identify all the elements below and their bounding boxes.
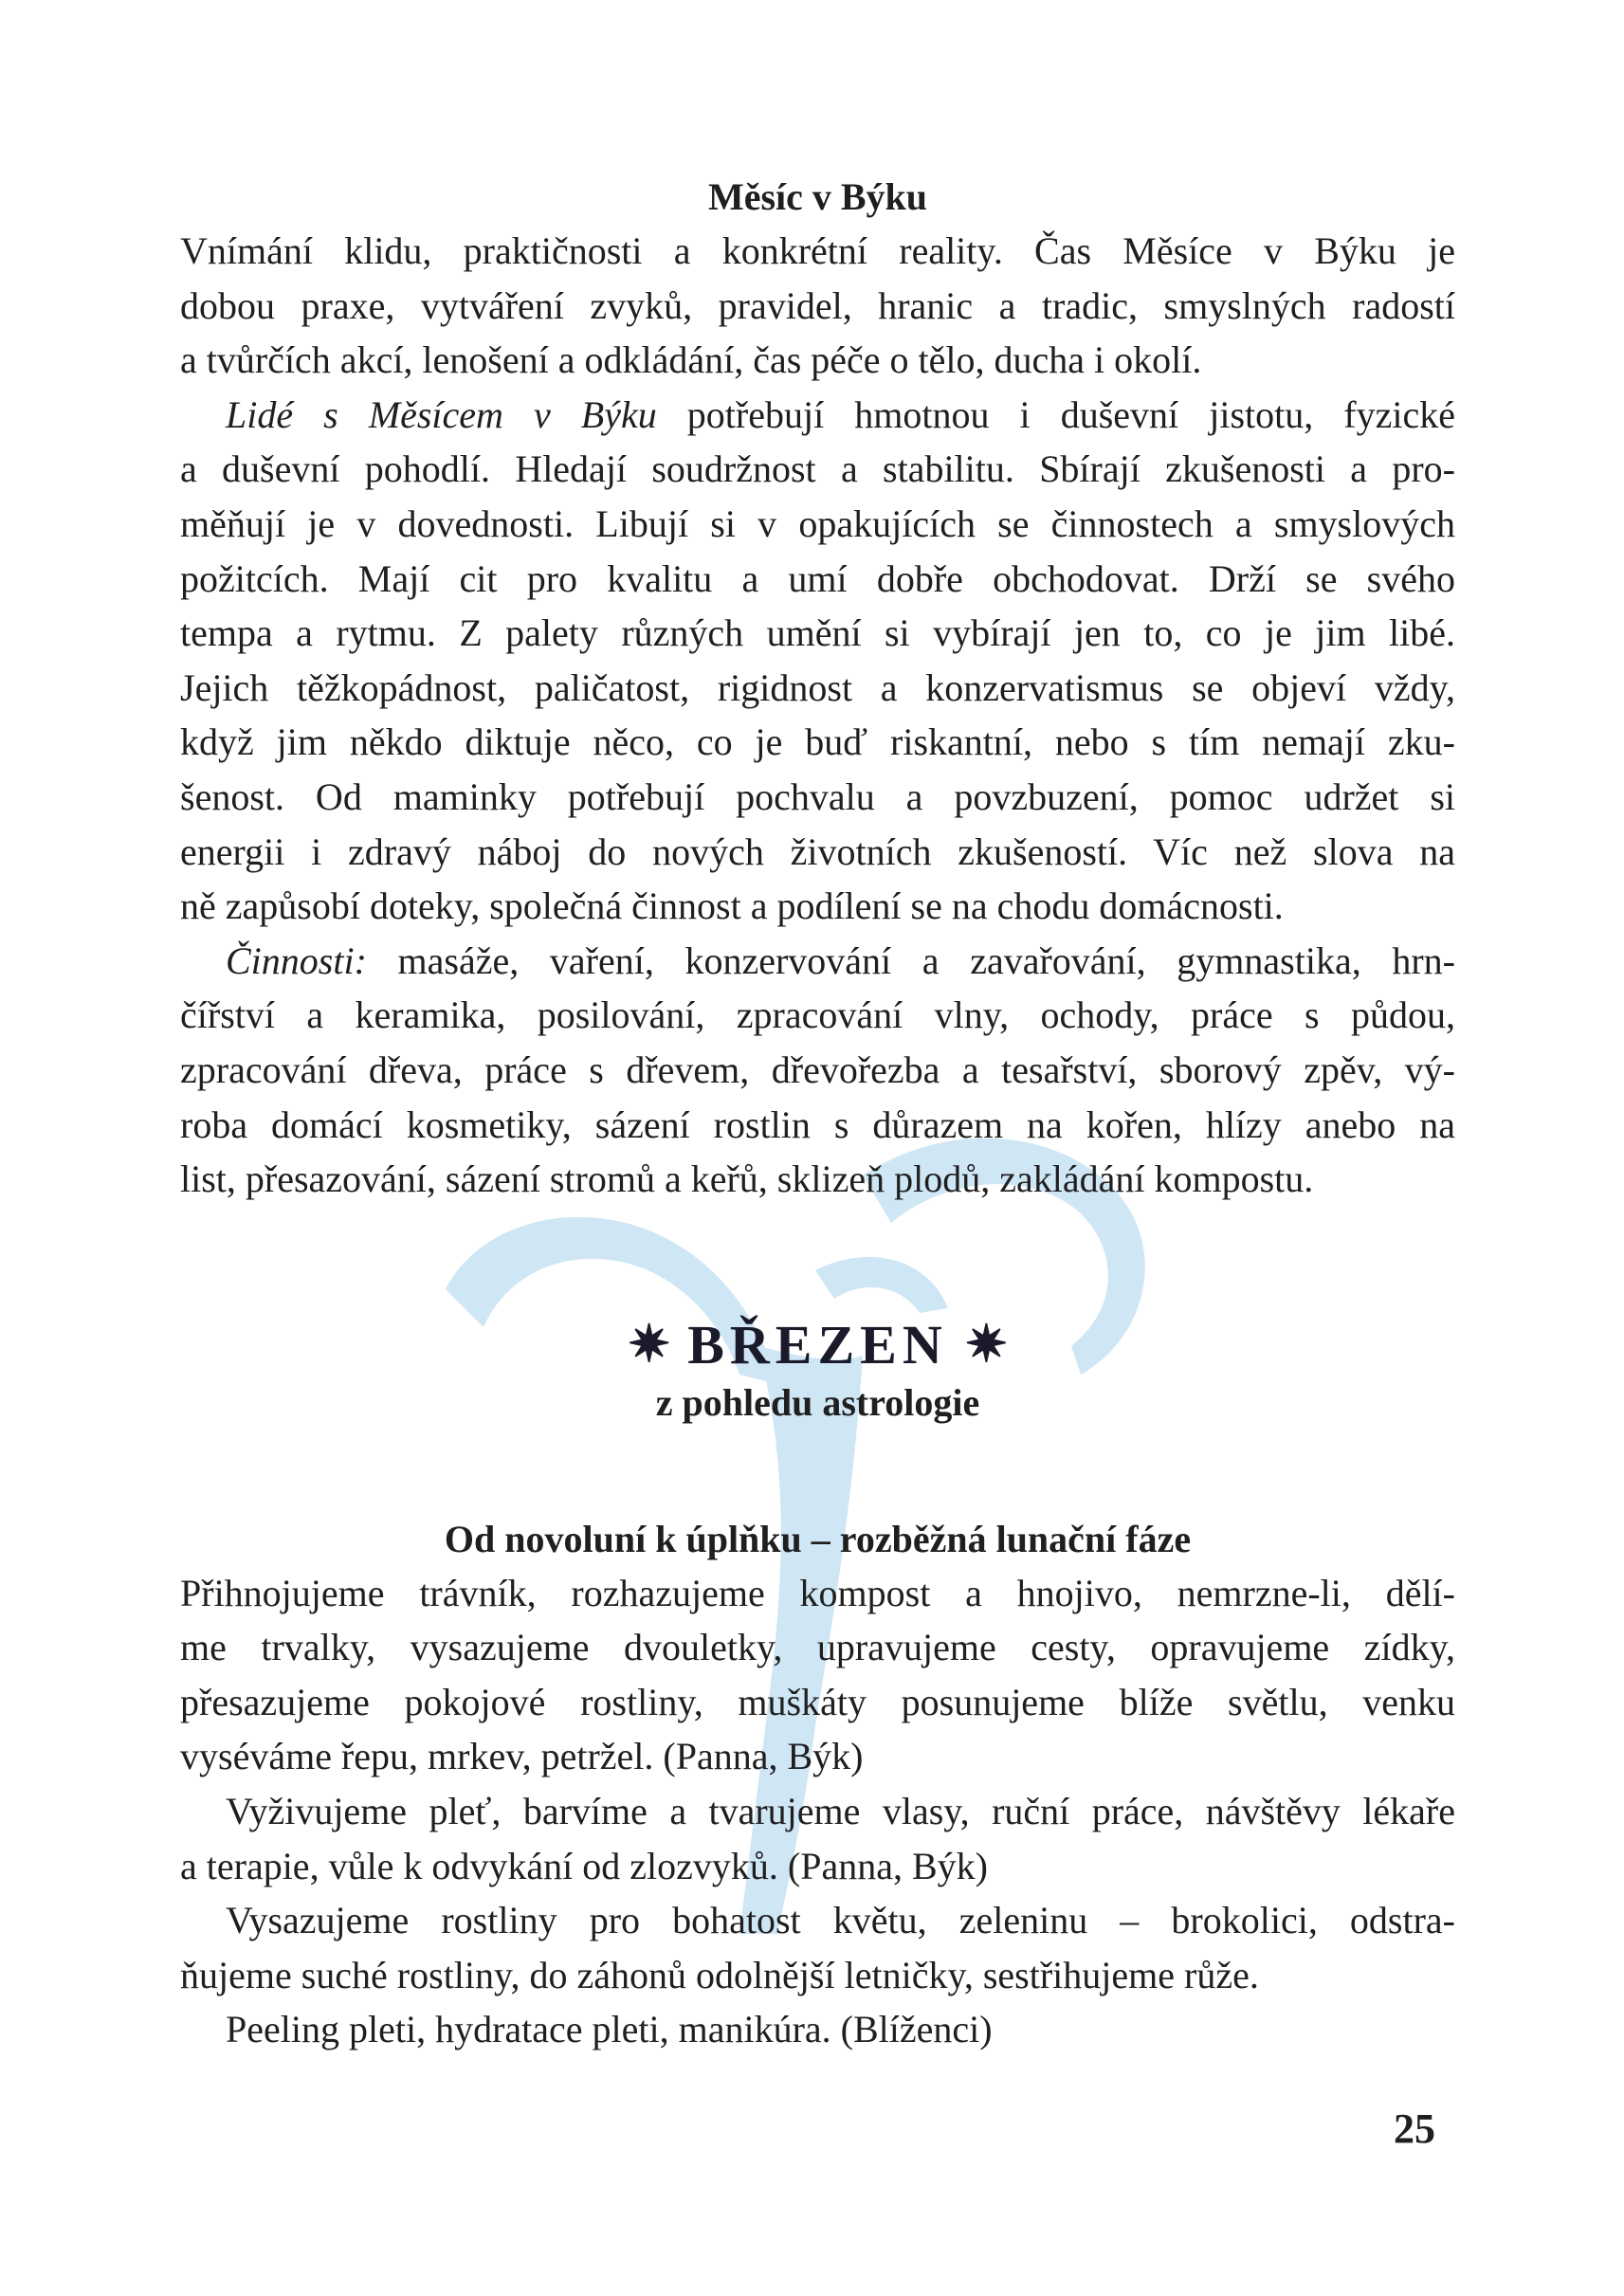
text-line: měňují je v dovednosti. Libují si v opakujících se činnostech a smyslových xyxy=(180,501,1455,545)
text-line xyxy=(180,934,1455,989)
page-content xyxy=(180,171,1455,2057)
star-left-icon: ✷ xyxy=(627,1315,671,1373)
intro-paragraph xyxy=(180,224,1455,388)
lunar-paragraph-3 xyxy=(180,1893,1455,2002)
text-line: Vyživujeme pleť, barvíme a tvarujeme vlasy, ruční práce, návštěvy lékaře xyxy=(226,1790,1455,1833)
chapter-subtitle: z pohledu astrologie xyxy=(655,1380,980,1424)
section-title-lunar-phase: Od novoluní k úplňku – rozběžná lunační fáze xyxy=(444,1517,1192,1560)
people-paragraph xyxy=(180,388,1455,934)
star-right-icon: ✷ xyxy=(964,1315,1008,1373)
text-line: Vnímání klidu, praktičnosti a konkrétní reality. Čas Měsíce v Býku je xyxy=(180,229,1455,272)
text-line: přesazujeme pokojové rostliny, muškáty posunujeme blíže světlu, venku xyxy=(180,1680,1455,1723)
page-number: 25 xyxy=(1394,2105,1435,2152)
text-line: Vysazujeme rostliny pro bohatost květu, zeleninu – brokolici, odstra- xyxy=(226,1899,1455,1942)
text-line: když jim někdo diktuje něco, co je buď riskantní, nebo s tím nemají zku- xyxy=(180,720,1455,764)
text-line: vyséváme řepu, mrkev, petržel. (Panna, Býk) xyxy=(180,1735,864,1778)
text-line: Přihnojujeme trávník, rozhazujeme kompost a hnojivo, nemrzne-li, dělí- xyxy=(180,1571,1455,1614)
text-line xyxy=(180,388,1455,443)
text-line: Peeling pleti, hydratace pleti, manikúra. (Blíženci) xyxy=(226,2008,993,2051)
text-line: a terapie, vůle k odvykání od zlozvyků. (Panna, Býk) xyxy=(180,1844,988,1887)
text-line: energii i zdravý náboj do nových životních zkušeností. Víc než slova na xyxy=(180,829,1455,873)
text-line: tempa a rytmu. Z palety různých umění si vybírají jen to, co je jim libé. xyxy=(180,611,1455,655)
text-line: list, přesazování, sázení stromů a keřů, sklizeň plodů, zakládání kompostu. xyxy=(180,1157,1314,1201)
text-line: roba domácí kosmetiky, sázení rostlin s důrazem na kořen, hlízy anebo na xyxy=(180,1102,1455,1146)
text-line: a tvůrčích akcí, lenošení a odkládání, čas péče o tělo, ducha i okolí. xyxy=(180,338,1202,382)
text-line: požitcích. Mají cit pro kvalitu a umí dobře obchodovat. Drží se svého xyxy=(180,556,1455,600)
text-fragment: masáže, vaření, konzervování a zavařování, gymnastika, hrn- xyxy=(366,938,1455,982)
text-line: zpracování dřeva, práce s dřevem, dřevořezba a tesařství, sborový zpěv, vý- xyxy=(180,1048,1455,1091)
text-line: me trvalky, vysazujeme dvouletky, upravujeme cesty, opravujeme zídky, xyxy=(180,1626,1455,1669)
activities-paragraph xyxy=(180,934,1455,1207)
lunar-paragraph-2 xyxy=(180,1784,1455,1893)
text-line: čířství a keramika, posilování, zpracování vlny, ochody, práce s půdou, xyxy=(180,993,1455,1037)
text-fragment: potřebují hmotnou i duševní jistotu, fyzické xyxy=(656,392,1455,436)
people-lead: Lidé s Měsícem v Býku xyxy=(226,392,657,436)
text-line: Jejich těžkopádnost, paličatost, rigidnost a konzervatismus se objeví vždy, xyxy=(180,665,1455,709)
text-line: ně zapůsobí doteky, společná činnost a podílení se na chodu domácnosti. xyxy=(180,884,1284,928)
section-title-moon-taurus: Měsíc v Býku xyxy=(707,175,928,218)
lunar-paragraph-1 xyxy=(180,1566,1455,1784)
text-line: ňujeme suché rostliny, do záhonů odolnější letničky, sestřihujeme růže. xyxy=(180,1953,1259,1996)
text-line: šenost. Od maminky potřebují pochvalu a povzbuzení, pomoc udržet si xyxy=(180,774,1455,818)
chapter-heading xyxy=(180,1311,1455,1378)
lunar-paragraph-4 xyxy=(180,2002,1455,2057)
chapter-title: BŘEZEN xyxy=(687,1313,948,1376)
text-line: a duševní pohodlí. Hledají soudržnost a stabilitu. Sbírají zkušenosti a pro- xyxy=(180,447,1455,491)
activities-lead: Činnosti: xyxy=(226,938,367,982)
text-line: dobou praxe, vytváření zvyků, pravidel, hranic a tradic, smyslných radostí xyxy=(180,283,1455,327)
